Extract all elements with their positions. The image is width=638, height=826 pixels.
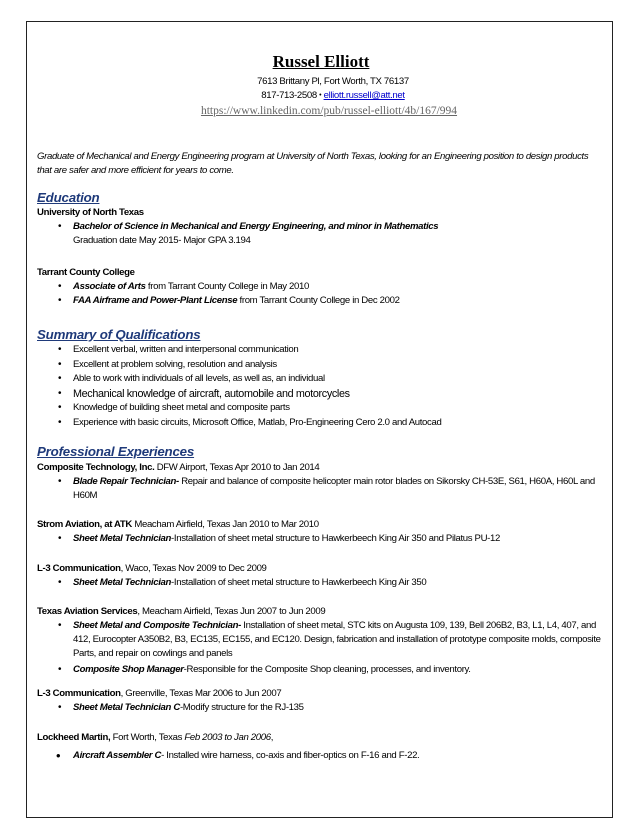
degree-list: [37, 220, 605, 248]
company-name: L-3 Communication: [37, 563, 121, 574]
company-name: Composite Technology, Inc.: [37, 462, 155, 473]
job-entry: [37, 605, 605, 677]
job-description: Installation of sheet metal, STC kits on Augusta 109, 139, Bell 206B2, B3, L1, L4, 407, and 412, Eurocopter A350B2, B3, EC135, EC155, and EC120. Design, fabrication and installation of prototype composite molds, composite Parts, and repair on cowlings and panels: [73, 620, 601, 659]
company-name: L-3 Communication: [37, 688, 121, 699]
degree-list: [37, 280, 605, 308]
contact-line: [37, 89, 617, 103]
list-item: • Knowledge of building sheet metal and composite parts: [37, 401, 605, 416]
degree-detail: from Tarrant County College in May 2010: [145, 281, 310, 292]
job-role: Sheet Metal Technician C: [73, 702, 180, 713]
job-dates: Feb 2003 to Jan 2006: [184, 732, 271, 743]
list-item: [37, 220, 605, 248]
job-role: Blade Repair Technician-: [73, 476, 179, 487]
education-section: [37, 189, 605, 248]
job-role: Aircraft Assembler C: [73, 750, 162, 761]
job-description: Repair and balance of composite helicopter main rotor blades on Sikorsky CH-53E, S61, H60A, H60L and H60M: [73, 476, 595, 501]
job-entry: [37, 687, 605, 715]
job-dates-comma: ,: [270, 732, 274, 743]
license-title: FAA Airframe and Power-Plant License: [73, 295, 238, 306]
list-item: [37, 475, 605, 503]
job-description: -Responsible for the Composite Shop cleaning, processes, and inventory.: [183, 664, 471, 675]
company-name: Lockheed Martin,: [37, 732, 111, 743]
list-item: • Excellent verbal, written and interpersonal communication: [37, 343, 605, 358]
qualifications-section: [37, 326, 605, 430]
job-location-dates: , Greenville, Texas Mar 2006 to Jun 2007: [120, 688, 282, 699]
degree-title: Associate of Arts: [73, 281, 146, 292]
school-name: Tarrant County College: [37, 267, 135, 278]
job-role: Sheet Metal Technician: [73, 533, 172, 544]
company-name: Strom Aviation, at ATK: [37, 519, 132, 530]
job-location-dates: DFW Airport, Texas Apr 2010 to Jan 2014: [154, 462, 320, 473]
job-entry: [37, 562, 605, 590]
job-location-dates: , Waco, Texas Nov 2009 to Dec 2009: [120, 563, 267, 574]
list-item: • Able to work with individuals of all levels, as well as, an individual: [37, 372, 605, 387]
list-item: • Excellent at problem solving, resolution and analysis: [37, 358, 605, 373]
experience-heading: Professional Experiences: [37, 444, 195, 459]
job-location: Fort Worth, Texas: [110, 732, 185, 743]
list-item: [37, 576, 605, 590]
job-entry: [37, 731, 605, 763]
candidate-name: Russel Elliott: [272, 52, 370, 71]
job-description: -Installation of sheet metal structure to Hawkerbeech King Air 350: [171, 577, 427, 588]
qualifications-list: [37, 343, 605, 430]
job-description: -Modify structure for the RJ-135: [179, 702, 304, 713]
phone-number: 817-713-2508: [261, 90, 317, 101]
job-entry: [37, 518, 605, 546]
list-item: [37, 749, 605, 763]
education-heading: Education: [37, 190, 100, 205]
list-item: [37, 532, 605, 546]
job-role: Sheet Metal and Composite Technician-: [73, 620, 241, 631]
education-school-2: [37, 266, 605, 308]
list-item: • Experience with basic circuits, Microsoft Office, Matlab, Pro-Engineering Cero 2.0 and Autocad: [37, 416, 605, 431]
linkedin-link[interactable]: https://www.linkedin.com/pub/russel-elliott/4b/167/994: [200, 105, 458, 117]
list-item: [37, 701, 605, 715]
list-item: [37, 280, 605, 294]
job-role: Sheet Metal Technician: [73, 577, 172, 588]
degree-title: Bachelor of Science in Mechanical and Energy Engineering, and minor in Mathematics: [73, 221, 439, 232]
job-location-dates: , Meacham Airfield, Texas Jun 2007 to Jun 2009: [137, 606, 326, 617]
objective-statement: Graduate of Mechanical and Energy Engineering program at University of North Texas, looking for an Engineering position to design products that are safer and more efficient for years to come.: [37, 151, 589, 176]
job-description: - Installed wire harness, co-axis and fiber-optics on F-16 and F-22.: [161, 750, 420, 761]
street-address: 7613 Brittany Pl, Fort Worth, TX 76137: [257, 76, 409, 87]
email-link[interactable]: elliott.russell@att.net: [323, 90, 405, 101]
list-item: [37, 619, 605, 661]
experience-section: [37, 443, 605, 460]
job-role: Composite Shop Manager: [73, 664, 184, 675]
license-detail: from Tarrant County College in Dec 2002: [237, 295, 400, 306]
job-location-dates: Meacham Airfield, Texas Jan 2010 to Mar 2010: [132, 519, 319, 530]
separator-bullet: •: [319, 92, 322, 99]
qualifications-heading: Summary of Qualifications: [37, 327, 201, 342]
list-item: [37, 663, 605, 677]
list-item: [37, 294, 605, 308]
company-name: Texas Aviation Services: [37, 606, 138, 617]
job-description: -Installation of sheet metal structure to Hawkerbeech King Air 350 and Pilatus PU-12: [171, 533, 501, 544]
job-entry: [37, 461, 605, 503]
graduation-details: Graduation date May 2015- Major GPA 3.194: [73, 235, 251, 246]
list-item: • Mechanical knowledge of aircraft, automobile and motorcycles: [37, 387, 605, 402]
school-name: University of North Texas: [37, 207, 144, 218]
